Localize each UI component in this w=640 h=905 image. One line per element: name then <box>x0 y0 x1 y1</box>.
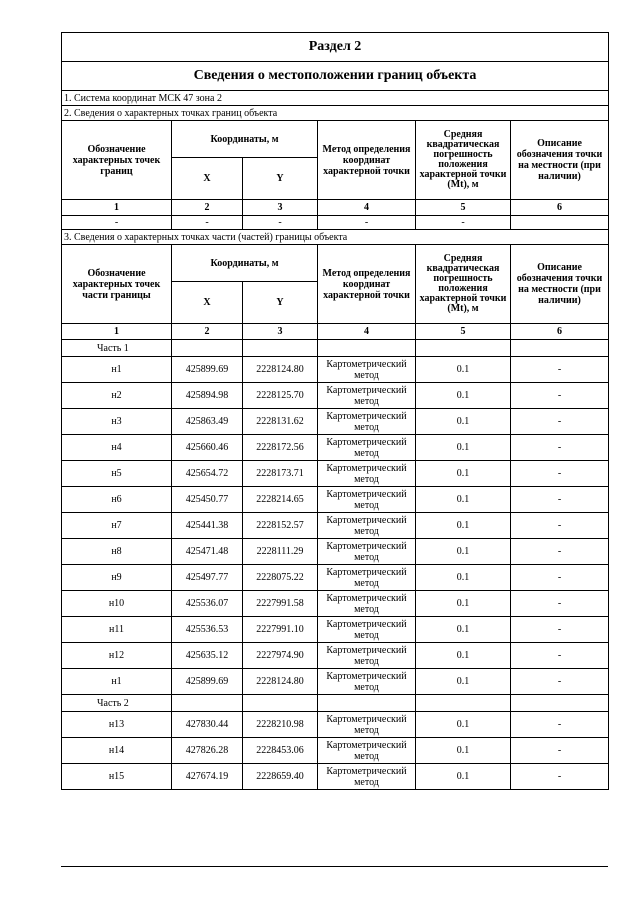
error-cell: 0.1 <box>416 513 511 539</box>
footer-divider <box>61 866 608 867</box>
empty-cell: - <box>62 216 172 230</box>
table-row <box>62 513 609 539</box>
y-cell: 2228111.29 <box>243 539 318 565</box>
empty-cell <box>318 340 416 357</box>
y-cell: 2227991.10 <box>243 617 318 643</box>
header-coordinates: Координаты, м <box>172 245 318 282</box>
error-cell: 0.1 <box>416 539 511 565</box>
coordinates-table <box>61 32 609 790</box>
table-row <box>62 539 609 565</box>
description-cell: - <box>511 409 609 435</box>
y-cell: 2228214.65 <box>243 487 318 513</box>
method-cell: Картометрический метод <box>318 383 416 409</box>
table-row <box>62 461 609 487</box>
point-cell: н15 <box>62 764 172 790</box>
error-cell: 0.1 <box>416 383 511 409</box>
method-cell: Картометрический метод <box>318 764 416 790</box>
x-cell: 425863.49 <box>172 409 243 435</box>
method-cell: Картометрический метод <box>318 669 416 695</box>
header-description: Описание обозначения точки на местности (при наличии) <box>511 121 609 200</box>
header-y: Y <box>243 282 318 324</box>
col-number: 3 <box>243 200 318 216</box>
error-cell: 0.1 <box>416 357 511 383</box>
error-cell: 0.1 <box>416 461 511 487</box>
header-error: Средняя квадратическая погрешность положения характерной точки (Mt), м <box>416 245 511 324</box>
col-number: 5 <box>416 324 511 340</box>
empty-cell <box>243 340 318 357</box>
x-cell: 425497.77 <box>172 565 243 591</box>
error-cell: 0.1 <box>416 565 511 591</box>
empty-cell <box>511 695 609 712</box>
x-cell: 425899.69 <box>172 357 243 383</box>
y-cell: 2228173.71 <box>243 461 318 487</box>
description-cell: - <box>511 669 609 695</box>
part-row <box>62 340 609 357</box>
method-cell: Картометрический метод <box>318 617 416 643</box>
point-cell: н2 <box>62 383 172 409</box>
x-cell: 425654.72 <box>172 461 243 487</box>
method-cell: Картометрический метод <box>318 409 416 435</box>
description-cell: - <box>511 357 609 383</box>
method-cell: Картометрический метод <box>318 461 416 487</box>
y-cell: 2228659.40 <box>243 764 318 790</box>
method-cell: Картометрический метод <box>318 513 416 539</box>
y-cell: 2228172.56 <box>243 435 318 461</box>
error-cell: 0.1 <box>416 487 511 513</box>
y-cell: 2227991.58 <box>243 591 318 617</box>
method-cell: Картометрический метод <box>318 738 416 764</box>
x-cell: 425536.07 <box>172 591 243 617</box>
empty-cell: - <box>243 216 318 230</box>
table-row <box>62 409 609 435</box>
y-cell: 2228075.22 <box>243 565 318 591</box>
point-cell: н1 <box>62 357 172 383</box>
header-error: Средняя квадратическая погрешность положения характерной точки (Mt), м <box>416 121 511 200</box>
col-number: 4 <box>318 324 416 340</box>
point-cell: н4 <box>62 435 172 461</box>
point-cell: н11 <box>62 617 172 643</box>
x-cell: 425441.38 <box>172 513 243 539</box>
table-row <box>62 383 609 409</box>
method-cell: Картометрический метод <box>318 357 416 383</box>
table-row <box>62 617 609 643</box>
description-cell: - <box>511 461 609 487</box>
error-cell: 0.1 <box>416 764 511 790</box>
description-cell: - <box>511 643 609 669</box>
method-cell: Картометрический метод <box>318 487 416 513</box>
empty-cell <box>416 340 511 357</box>
table-row <box>62 738 609 764</box>
part-label: Часть 1 <box>62 340 172 357</box>
table-row <box>62 435 609 461</box>
description-cell: - <box>511 383 609 409</box>
document-title: Сведения о местоположении границ объекта <box>62 62 609 91</box>
x-cell: 425450.77 <box>172 487 243 513</box>
y-cell: 2227974.90 <box>243 643 318 669</box>
error-cell: 0.1 <box>416 712 511 738</box>
y-cell: 2228124.80 <box>243 357 318 383</box>
y-cell: 2228453.06 <box>243 738 318 764</box>
col-number: 2 <box>172 324 243 340</box>
point-cell: н6 <box>62 487 172 513</box>
x-cell: 427674.19 <box>172 764 243 790</box>
col-number: 6 <box>511 324 609 340</box>
section-title: Раздел 2 <box>62 33 609 62</box>
point-cell: н5 <box>62 461 172 487</box>
description-cell: - <box>511 764 609 790</box>
empty-cell <box>511 340 609 357</box>
header-x: X <box>172 158 243 200</box>
x-cell: 425894.98 <box>172 383 243 409</box>
col-number: 4 <box>318 200 416 216</box>
empty-cell <box>511 216 609 230</box>
coordinate-system: 1. Система координат МСК 47 зона 2 <box>62 91 609 106</box>
header-method: Метод определения координат характерной точки <box>318 245 416 324</box>
header-designation: Обозначение характерных точек границ <box>62 121 172 200</box>
description-cell: - <box>511 617 609 643</box>
header-method: Метод определения координат характерной точки <box>318 121 416 200</box>
header-x: X <box>172 282 243 324</box>
header-y: Y <box>243 158 318 200</box>
empty-cell <box>172 340 243 357</box>
col-number: 2 <box>172 200 243 216</box>
description-cell: - <box>511 513 609 539</box>
description-cell: - <box>511 738 609 764</box>
col-number: 1 <box>62 324 172 340</box>
empty-cell <box>172 695 243 712</box>
method-cell: Картометрический метод <box>318 591 416 617</box>
method-cell: Картометрический метод <box>318 565 416 591</box>
point-cell: н13 <box>62 712 172 738</box>
y-cell: 2228124.80 <box>243 669 318 695</box>
y-cell: 2228152.57 <box>243 513 318 539</box>
point-cell: н1 <box>62 669 172 695</box>
empty-cell: - <box>318 216 416 230</box>
x-cell: 427830.44 <box>172 712 243 738</box>
error-cell: 0.1 <box>416 643 511 669</box>
empty-cell: - <box>172 216 243 230</box>
description-cell: - <box>511 487 609 513</box>
y-cell: 2228210.98 <box>243 712 318 738</box>
empty-cell <box>243 695 318 712</box>
header-designation-part: Обозначение характерных точек части границы <box>62 245 172 324</box>
table-row <box>62 591 609 617</box>
section3-heading: 3. Сведения о характерных точках части (частей) границы объекта <box>62 230 609 245</box>
point-cell: н10 <box>62 591 172 617</box>
y-cell: 2228131.62 <box>243 409 318 435</box>
table-row <box>62 565 609 591</box>
col-number: 3 <box>243 324 318 340</box>
part-label: Часть 2 <box>62 695 172 712</box>
header-coordinates: Координаты, м <box>172 121 318 158</box>
error-cell: 0.1 <box>416 738 511 764</box>
part-row <box>62 695 609 712</box>
x-cell: 425471.48 <box>172 539 243 565</box>
x-cell: 425899.69 <box>172 669 243 695</box>
error-cell: 0.1 <box>416 409 511 435</box>
method-cell: Картометрический метод <box>318 712 416 738</box>
col-number: 6 <box>511 200 609 216</box>
point-cell: н3 <box>62 409 172 435</box>
error-cell: 0.1 <box>416 669 511 695</box>
table-row <box>62 764 609 790</box>
table-row <box>62 712 609 738</box>
point-cell: н8 <box>62 539 172 565</box>
x-cell: 427826.28 <box>172 738 243 764</box>
y-cell: 2228125.70 <box>243 383 318 409</box>
point-cell: н7 <box>62 513 172 539</box>
point-cell: н12 <box>62 643 172 669</box>
empty-cell <box>318 695 416 712</box>
section2-heading: 2. Сведения о характерных точках границ объекта <box>62 106 609 121</box>
method-cell: Картометрический метод <box>318 643 416 669</box>
error-cell: 0.1 <box>416 617 511 643</box>
description-cell: - <box>511 435 609 461</box>
error-cell: 0.1 <box>416 435 511 461</box>
description-cell: - <box>511 591 609 617</box>
table-row <box>62 643 609 669</box>
empty-cell: - <box>416 216 511 230</box>
col-number: 1 <box>62 200 172 216</box>
description-cell: - <box>511 712 609 738</box>
description-cell: - <box>511 565 609 591</box>
x-cell: 425635.12 <box>172 643 243 669</box>
x-cell: 425660.46 <box>172 435 243 461</box>
method-cell: Картометрический метод <box>318 539 416 565</box>
col-number: 5 <box>416 200 511 216</box>
table-row <box>62 487 609 513</box>
method-cell: Картометрический метод <box>318 435 416 461</box>
description-cell: - <box>511 539 609 565</box>
table-row <box>62 357 609 383</box>
table-row <box>62 669 609 695</box>
point-cell: н14 <box>62 738 172 764</box>
point-cell: н9 <box>62 565 172 591</box>
error-cell: 0.1 <box>416 591 511 617</box>
document-page <box>61 32 608 790</box>
x-cell: 425536.53 <box>172 617 243 643</box>
empty-cell <box>416 695 511 712</box>
header-description: Описание обозначения точки на местности (при наличии) <box>511 245 609 324</box>
